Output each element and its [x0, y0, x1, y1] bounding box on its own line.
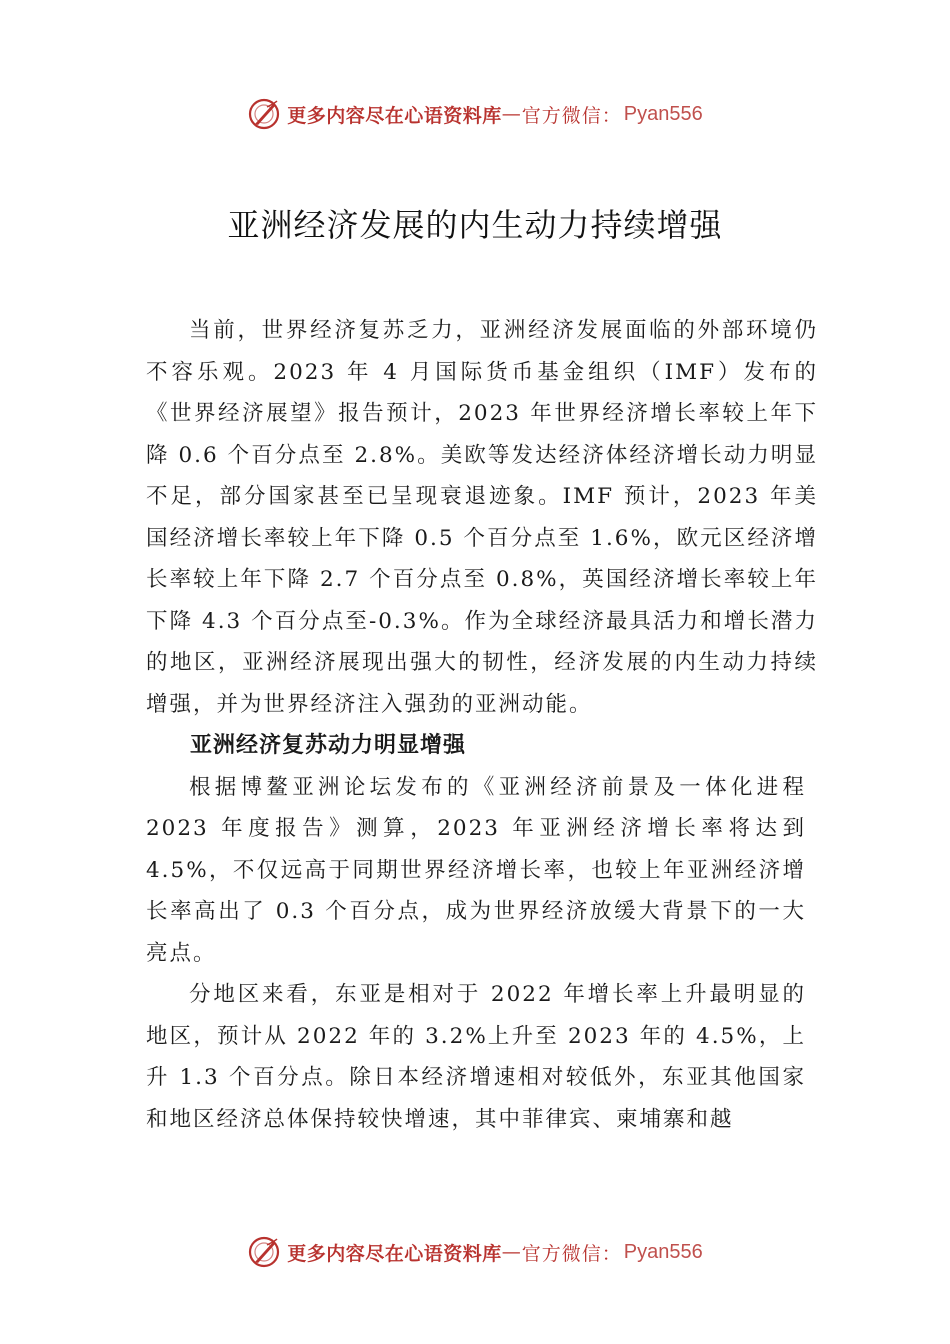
header-banner: [0, 94, 950, 134]
banner-label: 官方微信：: [521, 1242, 622, 1265]
quill-logo-icon: [247, 1235, 281, 1269]
banner-wechat-id: Pyan556: [623, 102, 703, 125]
section-paragraph-1: 根据博鳌亚洲论坛发布的《亚洲经济前景及一体化进程 2023 年度报告》测算，2023 年亚洲经济增长率将达到 4.5%，不仅远高于同期世界经济增长率，也较上年亚洲经济增长率高出了 0.3 个百分点，成为世界经济放缓大背景下的一大亮点。: [146, 774, 806, 966]
banner-text: 更多内容尽在心语资料库: [287, 1242, 502, 1265]
banner-text: 更多内容尽在心语资料库: [287, 104, 502, 127]
intro-paragraph: 当前，世界经济复苏乏力，亚洲经济发展面临的外部环境仍不容乐观。2023 年 4 月国际货币基金组织（IMF）发布的《世界经济展望》报告预计，2023 年世界经济增长率较上年下降 0.6 个百分点至 2.8%。美欧等发达经济体经济增长动力明显不足，部分国家甚至已呈现衰退迹象。IMF 预计，2023 年美国经济增长率较上年下降 0.5 个百分点至 1.6%，欧元区经济增长率较上年下降 2.7 个百分点至 0.8%，英国经济增长率较上年下降 4.3 个百分点至-0.3%。作为全球经济最具活力和增长潜力的地区，亚洲经济展现出强大的韧性，经济发展的内生动力持续增强，并为世界经济注入强劲的亚洲动能。: [146, 318, 818, 717]
quill-logo-icon: [247, 97, 281, 131]
document-body: [146, 310, 818, 1140]
section-heading: 亚洲经济复苏动力明显增强: [190, 733, 467, 758]
document-title: 亚洲经济发展的内生动力持续增强: [227, 206, 723, 244]
banner-wechat-id: Pyan556: [623, 1240, 703, 1263]
banner-separator: —: [501, 1241, 522, 1263]
section-paragraph-2: 分地区来看，东亚是相对于 2022 年增长率上升最明显的地区，预计从 2022 年的 3.2%上升至 2023 年的 4.5%，上升 1.3 个百分点。除日本经济增速相对较低外，东亚其他国家和地区经济总体保持较快增速，其中菲律宾、柬埔寨和越: [146, 982, 806, 1132]
banner-separator: —: [501, 103, 522, 125]
footer-banner: [0, 1232, 950, 1272]
banner-label: 官方微信：: [521, 104, 622, 127]
